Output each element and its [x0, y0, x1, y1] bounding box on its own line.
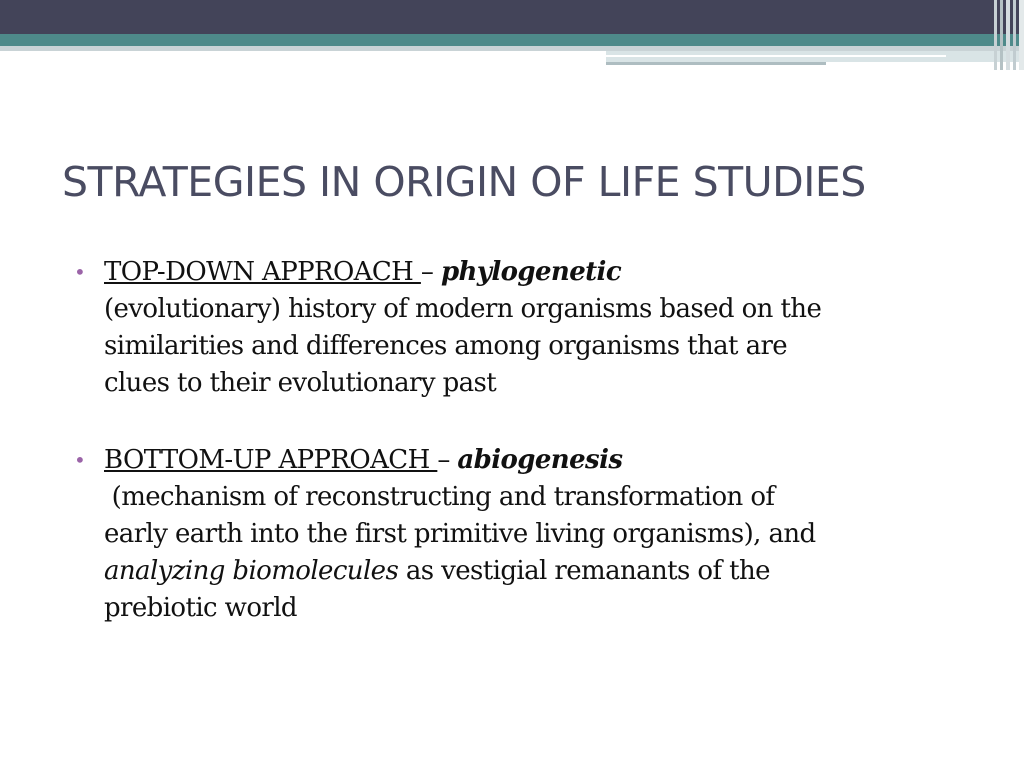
- bullet-line: (mechanism of reconstructing and transformation of: [104, 482, 775, 512]
- keyword-phylogenetic: phylogenetic: [440, 257, 622, 287]
- keyword-abiogenesis: abiogenesis: [457, 445, 623, 475]
- dash: –: [420, 257, 441, 287]
- phrase-rest: as vestigial remanants of the: [398, 556, 770, 586]
- bullet-line: [104, 442, 974, 479]
- header-stripe: [1019, 0, 1024, 70]
- bullet-line: [104, 553, 974, 590]
- bullet-line: prebiotic world: [104, 593, 297, 623]
- phrase-analyzing-biomolecules: analyzing biomolecules: [104, 556, 399, 586]
- bullet-line: (evolutionary) history of modern organisms based on the: [104, 294, 822, 324]
- header-line-grey: [606, 62, 826, 65]
- header-line-white: [606, 55, 946, 57]
- bullet-line: early earth into the first primitive living organisms), and: [104, 519, 816, 549]
- bullet-line: similarities and differences among organisms that are: [104, 331, 788, 361]
- header-band-teal: [0, 34, 1024, 46]
- header-stripe: [1006, 0, 1010, 70]
- header-band-dark: [0, 0, 1024, 34]
- bullet-list: [74, 254, 974, 627]
- bullet-bottom-up: [74, 442, 974, 627]
- term-bottom-up: BOTTOM-UP APPROACH: [104, 445, 438, 475]
- bullet-line: clues to their evolutionary past: [104, 368, 497, 398]
- term-top-down: TOP-DOWN APPROACH: [104, 257, 421, 287]
- bullet-top-down: [74, 254, 974, 402]
- bullet-line: [104, 254, 974, 291]
- header-stripe: [994, 0, 997, 70]
- slide-title: STRATEGIES IN ORIGIN OF LIFE STUDIES: [62, 158, 866, 206]
- header-stripe: [1000, 0, 1003, 70]
- bullet-dot-icon: •: [74, 260, 86, 284]
- bullet-dot-icon: •: [74, 448, 86, 472]
- header-stripe: [1013, 0, 1016, 70]
- dash: –: [437, 445, 458, 475]
